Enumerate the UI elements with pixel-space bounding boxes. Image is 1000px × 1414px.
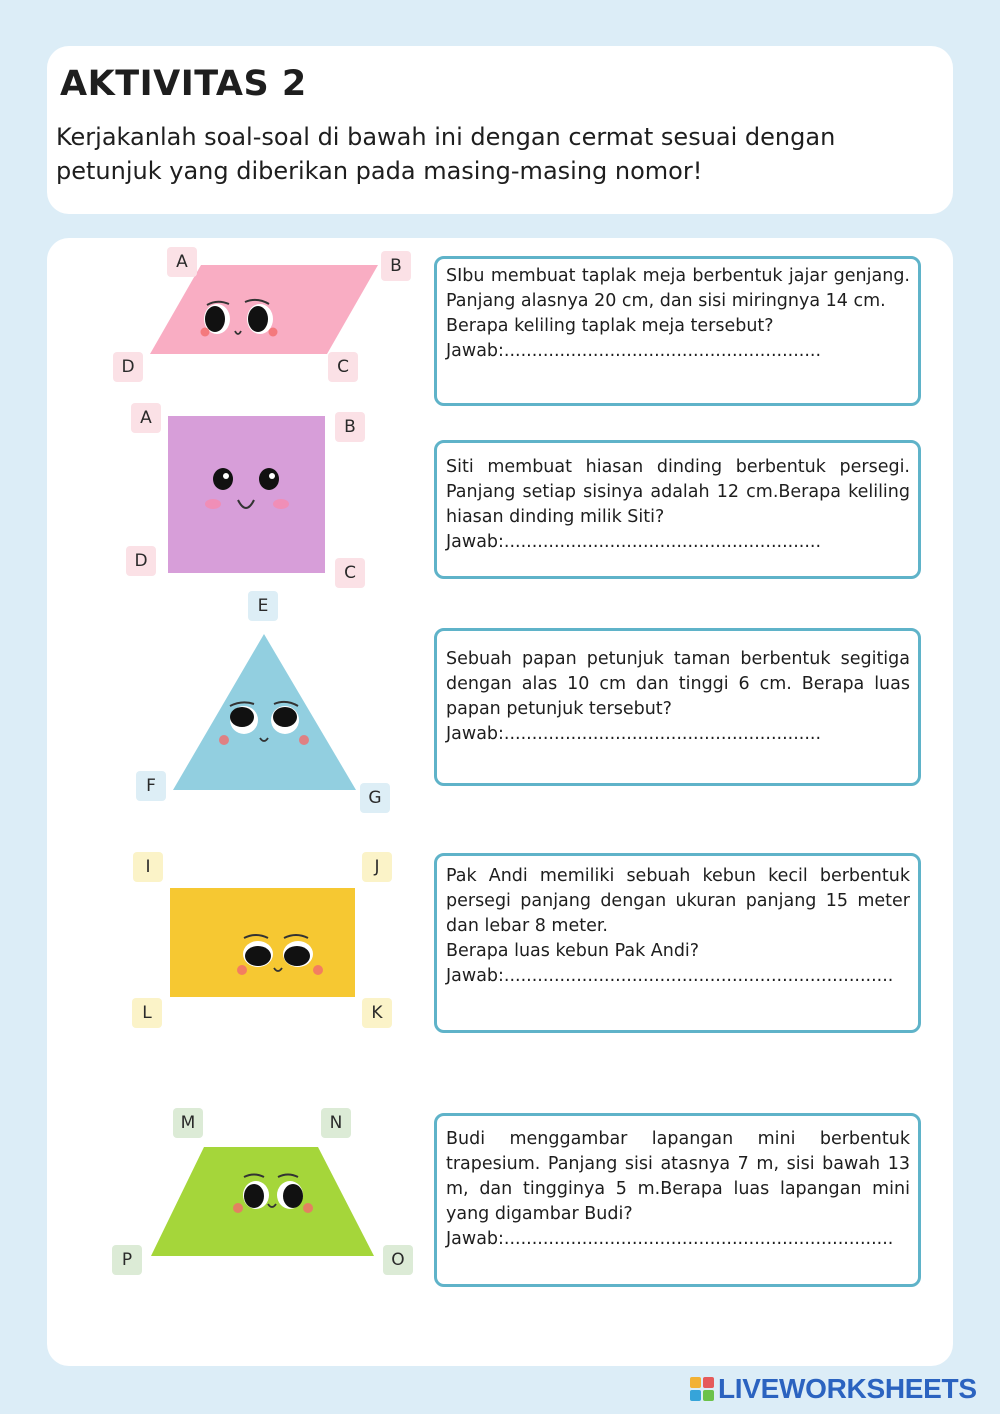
answer-line[interactable]: Jawab:......................................................... [446, 532, 822, 552]
vertex-label-a: A [167, 247, 197, 277]
instructions: Kerjakanlah soal-soal di bawah ini dengan cermat sesuai dengan petunjuk yang diberikan pada masing-masing nomor! [56, 123, 836, 185]
vertex-label-k: K [362, 998, 392, 1028]
answer-line[interactable]: Jawab:...................................................................... [446, 1229, 894, 1249]
vertex-label-j: J [362, 852, 392, 882]
question-box-1 [434, 256, 921, 406]
answer-line[interactable]: Jawab:......................................................... [446, 724, 822, 744]
page-title: AKTIVITAS 2 [60, 64, 307, 104]
parallelogram-shape [145, 262, 385, 362]
question-box-2 [434, 440, 921, 579]
vertex-label-f: F [136, 771, 166, 801]
question-box-4 [434, 853, 921, 1033]
vertex-label-i: I [133, 852, 163, 882]
vertex-label-g: G [360, 783, 390, 813]
vertex-label-p: P [112, 1245, 142, 1275]
answer-line[interactable]: Jawab:...................................................................... [446, 966, 894, 986]
question-text: Pak Andi memiliki sebuah kebun kecil berbentuk persegi panjang dengan ukuran panjang 15 meter dan lebar 8 meter. Berapa luas kebun Pak Andi? [446, 866, 910, 961]
vertex-label-l: L [132, 998, 162, 1028]
question-text: SIbu membuat taplak meja berbentuk jajar genjang. Panjang alasnya 20 cm, dan sisi miringnya 14 cm. Berapa keliling taplak meja tersebut? [446, 266, 910, 336]
triangle-shape [172, 632, 358, 792]
trapezoid-shape [150, 1146, 376, 1258]
logo-mark-icon [690, 1377, 714, 1401]
vertex-label-c: C [335, 558, 365, 588]
question-box-3 [434, 628, 921, 786]
rectangle-shape [170, 888, 356, 998]
vertex-label-a: A [131, 403, 161, 433]
vertex-label-b: B [381, 251, 411, 281]
vertex-label-o: O [383, 1245, 413, 1275]
question-text: Sebuah papan petunjuk taman berbentuk segitiga dengan alas 10 cm dan tinggi 6 cm. Berapa luas papan petunjuk tersebut? [446, 649, 910, 719]
vertex-label-m: M [173, 1108, 203, 1138]
vertex-label-e: E [248, 591, 278, 621]
question-text: Budi menggambar lapangan mini berbentuk trapesium. Panjang sisi atasnya 7 m, sisi bawah 13 m, dan tingginya 5 m.Berapa luas lapangan mini yang digambar Budi? [446, 1129, 910, 1224]
vertex-label-c: C [328, 352, 358, 382]
answer-line[interactable]: Jawab:......................................................... [446, 341, 822, 361]
vertex-label-n: N [321, 1108, 351, 1138]
question-box-5 [434, 1113, 921, 1287]
vertex-label-d: D [126, 546, 156, 576]
vertex-label-b: B [335, 412, 365, 442]
logo-text: LIVEWORKSHEETS [718, 1373, 977, 1404]
question-text: Siti membuat hiasan dinding berbentuk persegi. Panjang setiap sisinya adalah 12 cm.Berapa keliling hiasan dinding milik Siti? [446, 457, 910, 527]
vertex-label-d: D [113, 352, 143, 382]
liveworksheets-logo[interactable] [690, 1374, 977, 1404]
square-shape [168, 416, 326, 574]
